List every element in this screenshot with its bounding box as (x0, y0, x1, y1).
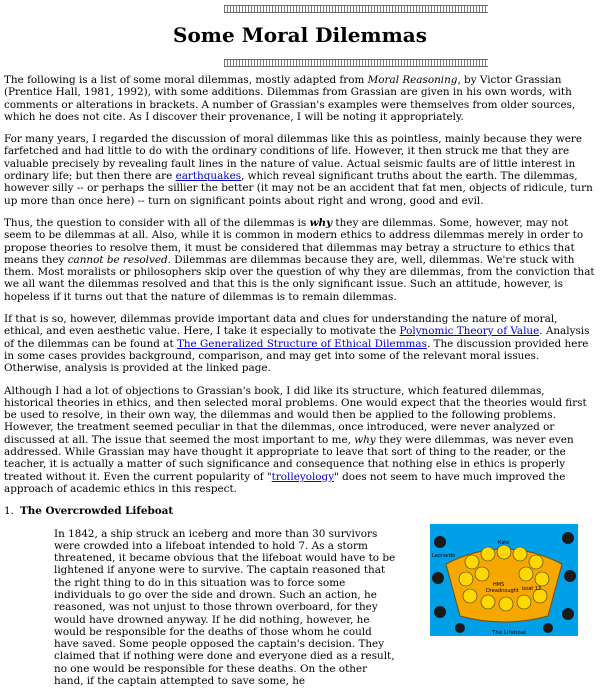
text-span: . The discussion provided here in some cases provides background, comparison, and may get into some of the relevant moral issues. Otherwise, analysis is provided at the linked page. (4, 337, 589, 375)
bottom-divider-bar (224, 59, 488, 67)
text-span: " does not seem to have much improved the approach of academic ethics in this respect. (4, 470, 566, 495)
why-emphasis: why (354, 433, 376, 446)
lifeboat-caption: The Lifeboat (492, 629, 527, 636)
lifeboat-image (430, 524, 578, 636)
dilemma-body (38, 528, 596, 688)
text-span: , by Victor Grassian (Prentice Hall, 1981, 1992), with some additions. Dilemmas from Grassian are given in his own words, with comments or alterations in brackets. A number of Grassian's examples were themselves from older sources, which he does not cite. As I discover their provenance, I will be noting it appropriately. (4, 74, 576, 123)
text-span: they were dilemmas, was never even addressed. While Grassian may have thought it appropriate to leave that sort of thing to the reader, or the teacher, it is actually a matter of such significance and consequence that nothing else in ethics is properly treated without it. Even the current popularity of " (4, 433, 574, 483)
text-span: For many years, I regarded the discussion of moral dilemmas like this as pointless, mainly because they were farfetched and had little to do with the ordinary conditions of life. However, it then struck me that they are valuable precisely by revealing fault lines in the nature of value. Actual seismic faults are of little interest in ordinary life; but then there are (4, 133, 583, 183)
earthquakes-link[interactable]: earthquakes (175, 170, 242, 183)
cannot-be-resolved-emphasis: cannot be resolved (67, 253, 168, 266)
dreadnought-label: Dreadnought (486, 587, 519, 594)
dilemma-item (4, 505, 596, 687)
text-span: . Analysis of the dilemmas can be found at (4, 325, 590, 350)
generalized-structure-link[interactable]: The Generalized Structure of Ethical Dilemmas (176, 337, 427, 350)
why-emphasis: why (309, 216, 333, 229)
intro-paragraph-5 (4, 385, 596, 496)
top-divider-bar (224, 5, 488, 13)
text-span: The following is a list of some moral dilemmas, mostly adapted from (4, 74, 368, 86)
dilemma-number: 1. (4, 505, 14, 518)
main-content (4, 74, 596, 688)
page-title: Some Moral Dilemmas (173, 23, 427, 47)
intro-paragraph-1 (4, 74, 596, 123)
trolleyology-link[interactable]: trolleyology (271, 470, 335, 483)
text-span: , which reveal significant truths about the earth. The dilemmas, however silly -- or perhaps the sillier the better (it may not be an accident that fat men, objects of ridicule, turn up more than once here) -- turn on significant points about right and wrong, good and evil. (4, 170, 593, 207)
hms-label: HMS (493, 581, 505, 588)
leonardo-label: Leonardo (432, 552, 456, 559)
dilemma-title: The Overcrowded Lifeboat (20, 505, 174, 518)
intro-paragraph-3 (4, 217, 596, 303)
kate-label: Kate (498, 539, 510, 546)
text-span: Thus, the question to consider with all of the dilemmas is (4, 216, 310, 229)
polynomic-theory-link[interactable]: Polynomic Theory of Value (399, 325, 540, 338)
text-span: Although I had a lot of objections to Grassian's book, I did like its structure, which featured dilemmas, historical theories in ethics, and then selected moral problems. One would expect that the theories would first be used to resolve, in their own way, the dilemmas and would then be applied to the following problems. However, the treatment seemed peculiar in that the dilemmas, once introduced, were never analyzed or discussed at all. The issue that seemed the most important to me, (4, 384, 587, 446)
intro-paragraph-2 (4, 133, 596, 207)
boat-number-label: boat 13 (522, 585, 542, 592)
lifeboat-illustration (430, 524, 578, 639)
text-span: If that is so, however, dilemmas provide important data and clues for understanding the nature of moral, ethical, and even aesthetic value. Here, I take it especially to motivate the (4, 313, 558, 338)
text-span: they are dilemmas. Some, however, may not seem to be dilemmas at all. Also, while it is common in modern ethics to address dilemmas merely in order to propose theories to resolve them, it must be considered that dilemmas may betray a structure to ethics that means they (4, 216, 584, 266)
intro-paragraph-4 (4, 313, 596, 374)
book-title: Moral Reasoning (367, 74, 458, 86)
dilemma-text: In 1842, a ship struck an iceberg and more than 30 survivors were crowded into a lifeboat intended to hold 7. As a storm threatened, it became obvious that the lifeboat would have to be lightened if anyone were to survive. The captain reasoned that the right thing to do in this situation was to force some individuals to go over the side and drown. Such an action, he reasoned, was not unjust to those thrown overboard, for they would have drowned anyway. If he did nothing, however, he would be responsible for the deaths of those whom he could have saved. Some people opposed the captain's decision. They claimed that if nothing were done and everyone died as a result, no one would be responsible for these deaths. On the other hand, if the captain attempted to save some, he (54, 527, 396, 688)
dilemma-list (4, 505, 596, 687)
text-span: . Dilemmas are dilemmas because they are, well, dilemmas. We're stuck with them. Most moralists or philosophers skip over the question of why they are dilemmas, from the conviction that we all want the dilemmas resolved and that this is the only significant issue. Such an attitude, however, is hopeless if it turns out that the nature of dilemmas is to remain dilemmas. (4, 253, 595, 303)
